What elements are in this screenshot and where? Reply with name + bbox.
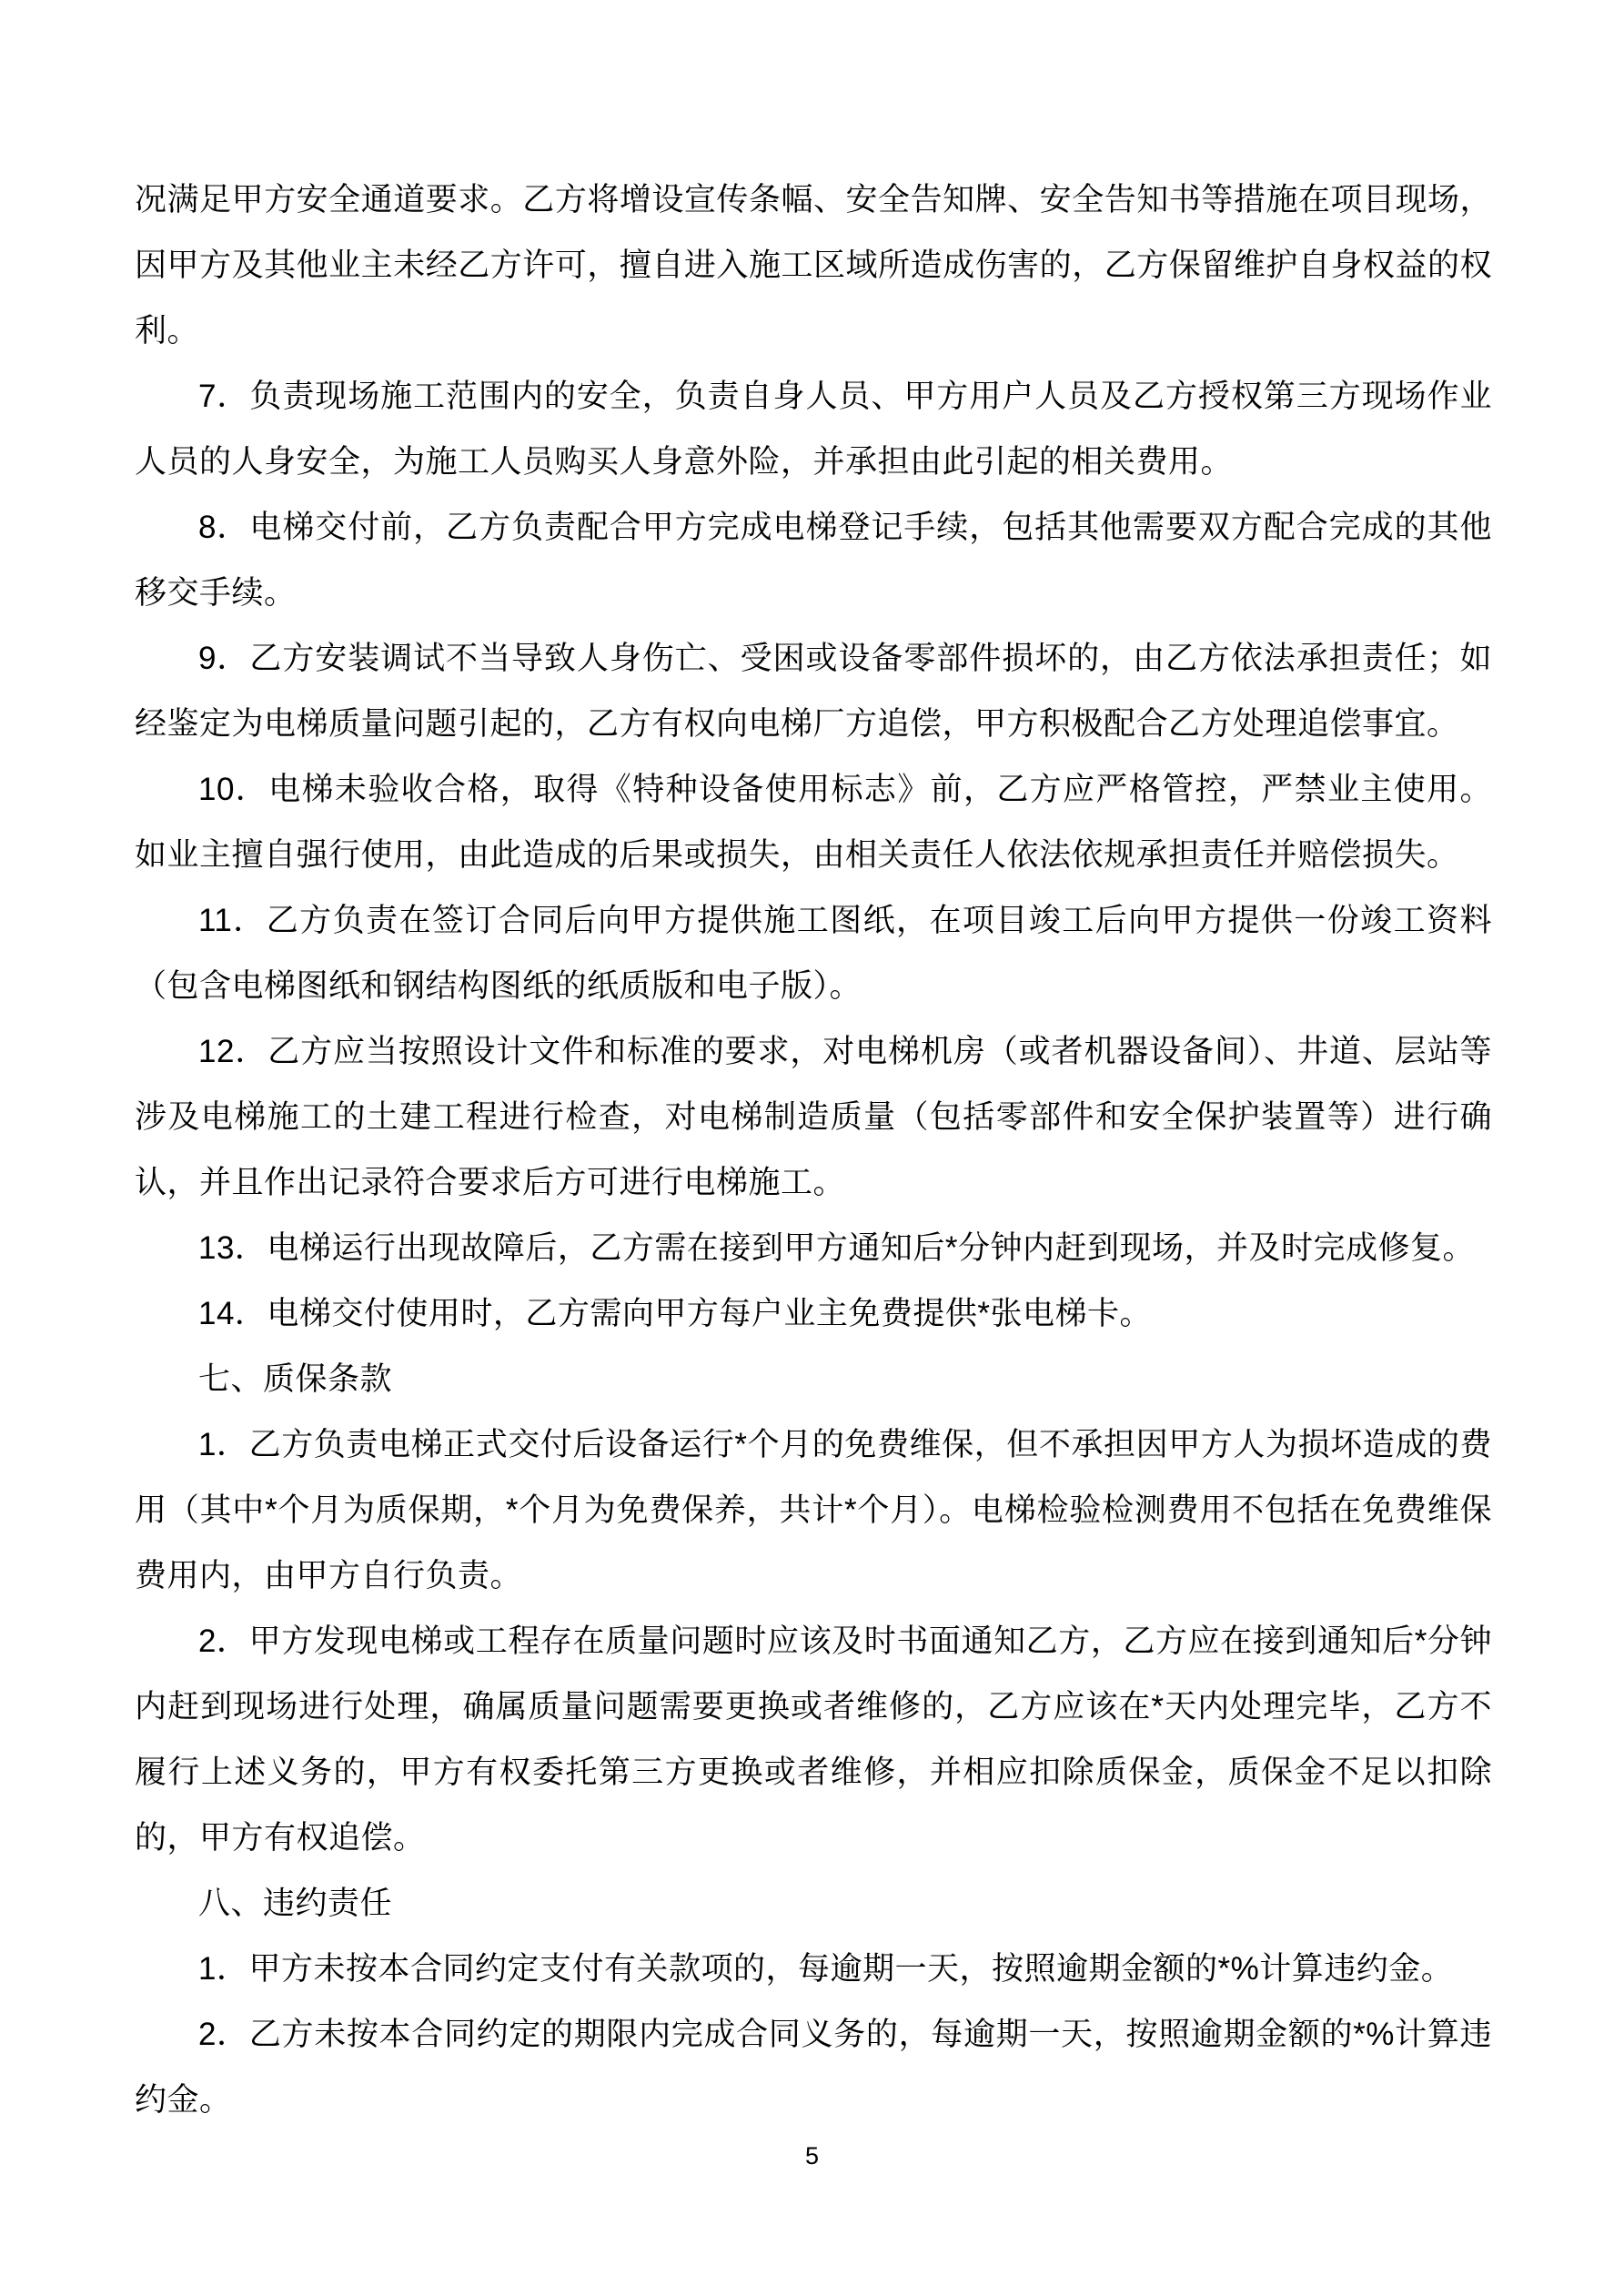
document-body	[135, 167, 1492, 2133]
page-number: 5	[804, 2142, 820, 2170]
paragraph: 8．电梯交付前，乙方负责配合甲方完成电梯登记手续，包括其他需要双方配合完成的其他移交手续。	[135, 510, 1492, 611]
paragraph: 10．电梯未验收合格，取得《特种设备使用标志》前，乙方应严格管控，严禁业主使用。如业主擅自强行使用，由此造成的后果或损失，由相关责任人依法依规承担责任并赔偿损失。	[135, 772, 1492, 873]
section-heading: 八、违约责任	[198, 1886, 393, 1921]
paragraph: 7．负责现场施工范围内的安全，负责自身人员、甲方用户人员及乙方授权第三方现场作业人员的人身安全，为施工人员购买人身意外险，并承担由此引起的相关费用。	[135, 379, 1492, 480]
paragraph: 13．电梯运行出现故障后，乙方需在接到甲方通知后*分钟内赶到现场，并及时完成修复。	[198, 1230, 1476, 1266]
paragraph: 2．甲方发现电梯或工程存在质量问题时应该及时书面通知乙方，乙方应在接到通知后*分钟内赶到现场进行处理，确属质量问题需要更换或者维修的，乙方应该在*天内处理完毕，乙方不履行上述义务的，甲方有权委托第三方更换或者维修，并相应扣除质保金，质保金不足以扣除的，甲方有权追偿。	[135, 1623, 1492, 1856]
paragraph: 9．乙方安装调试不当导致人身伤亡、受困或设备零部件损坏的，由乙方依法承担责任；如经鉴定为电梯质量问题引起的，乙方有权向电梯厂方追偿，甲方积极配合乙方处理追偿事宜。	[135, 641, 1492, 742]
paragraph: 14．电梯交付使用时，乙方需向甲方每户业主免费提供*张电梯卡。	[198, 1296, 1153, 1331]
paragraph: 况满足甲方安全通道要求。乙方将增设宣传条幅、安全告知牌、安全告知书等措施在项目现场，因甲方及其他业主未经乙方许可，擅自进入施工区域所造成伤害的，乙方保留维护自身权益的权利。	[135, 182, 1492, 349]
paragraph: 1．甲方未按本合同约定支付有关款项的，每逾期一天，按照逾期金额的*%计算违约金。	[198, 1951, 1454, 1987]
section-heading: 七、质保条款	[198, 1361, 393, 1397]
paragraph: 1．乙方负责电梯正式交付后设备运行*个月的免费维保，但不承担因甲方人为损坏造成的费用（其中*个月为质保期，*个月为免费保养，共计*个月）。电梯检验检测费用不包括在免费维保费用内，由甲方自行负责。	[135, 1427, 1492, 1593]
paragraph: 12．乙方应当按照设计文件和标准的要求，对电梯机房（或者机器设备间）、井道、层站等涉及电梯施工的土建工程进行检查，对电梯制造质量（包括零部件和安全保护装置等）进行确认，并且作出记录符合要求后方可进行电梯施工。	[135, 1034, 1492, 1200]
paragraph: 2．乙方未按本合同约定的期限内完成合同义务的，每逾期一天，按照逾期金额的*%计算违约金。	[135, 2017, 1492, 2118]
paragraph: 11．乙方负责在签订合同后向甲方提供施工图纸，在项目竣工后向甲方提供一份竣工资料（包含电梯图纸和钢结构图纸的纸质版和电子版）。	[135, 903, 1492, 1004]
